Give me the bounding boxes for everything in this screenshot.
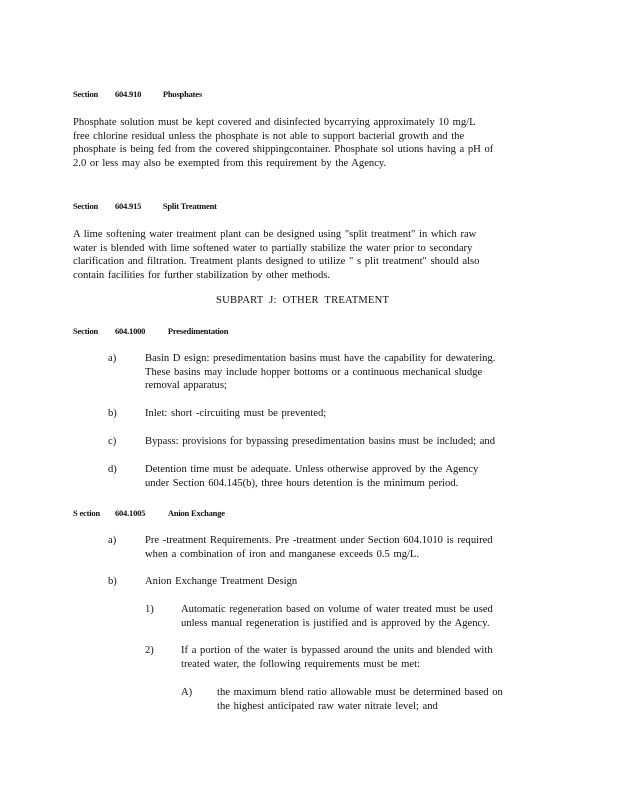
section-number: 604.1000 bbox=[114, 326, 146, 336]
list-marker: 2) bbox=[145, 645, 154, 656]
list-marker: b) bbox=[108, 576, 117, 587]
subpart-heading: SUBPART J: OTHER TREATMENT bbox=[216, 295, 390, 306]
paragraph-line: Automatic regeneration based on volume of water treated must be used bbox=[181, 604, 493, 615]
list-item-bypass bbox=[145, 435, 533, 449]
paragraph-line: under Section 604.145(b), three hours detention is the minimum period. bbox=[145, 477, 459, 489]
list-item-bypass-portion bbox=[181, 644, 516, 671]
paragraph-line: contain facilities for further stabilization by other methods. bbox=[73, 269, 331, 281]
paragraph-line: the highest anticipated raw water nitrate level; and bbox=[217, 700, 438, 712]
section-915-paragraph bbox=[73, 228, 518, 282]
paragraph-line: Pre -treatment Requirements. Pre -treatment under Section 604.1010 is required bbox=[145, 535, 493, 546]
paragraph-line: Anion Exchange Treatment Design bbox=[145, 576, 298, 587]
section-label: Section bbox=[73, 89, 99, 99]
list-marker: b) bbox=[108, 408, 117, 419]
list-item-blend-ratio bbox=[217, 686, 529, 713]
paragraph-line: free chlorine residual unless the phosphate is not able to support bacterial growth and the bbox=[73, 130, 465, 142]
section-label: Section bbox=[73, 326, 99, 336]
paragraph-line: 2.0 or less may also be exempted from this requirement by the Agency. bbox=[73, 157, 387, 169]
section-number: 604.910 bbox=[114, 89, 142, 99]
list-item-basin-design bbox=[145, 352, 523, 393]
section-heading-915 bbox=[73, 201, 217, 211]
section-number: 604.915 bbox=[114, 201, 142, 211]
list-item-inlet bbox=[145, 407, 523, 421]
paragraph-line: Basin D esign: presedimentation basins must have the capability for dewatering. bbox=[145, 353, 496, 364]
list-marker: a) bbox=[108, 353, 117, 364]
section-number: 604.1005 bbox=[114, 508, 146, 518]
list-marker: 1) bbox=[145, 604, 154, 615]
list-item-anion-exchange-design bbox=[145, 575, 297, 589]
list-item-pretreatment bbox=[145, 534, 520, 561]
section-title: Anion Exchange bbox=[167, 508, 225, 518]
section-title: Presedimentation bbox=[167, 326, 229, 336]
paragraph-line: These basins may include hopper bottoms or a continuous mechanical sludge bbox=[145, 366, 483, 378]
paragraph-line: A lime softening water treatment plant can be designed using "split treatment" in which raw bbox=[73, 229, 477, 240]
paragraph-line: Bypass: provisions for bypassing presedimentation basins must be included; and bbox=[145, 436, 496, 447]
section-heading-910 bbox=[73, 89, 202, 99]
section-label: Section bbox=[73, 201, 99, 211]
paragraph-line: removal apparatus; bbox=[145, 380, 227, 391]
list-marker: c) bbox=[108, 436, 117, 447]
section-heading-1005 bbox=[73, 508, 225, 518]
section-910-paragraph bbox=[73, 116, 540, 170]
list-marker: d) bbox=[108, 464, 117, 475]
paragraph-line: clarification and filtration. Treatment plants designed to utilize " s plit treatment" should also bbox=[73, 256, 480, 267]
paragraph-line: If a portion of the water is bypassed around the units and blended with bbox=[181, 645, 493, 656]
paragraph-line: when a combination of iron and manganese exceeds 0.5 mg/L. bbox=[145, 548, 420, 560]
paragraph-line: the maximum blend ratio allowable must be determined based on bbox=[217, 687, 503, 698]
paragraph-line: Inlet: short -circuiting must be prevented; bbox=[145, 408, 327, 419]
paragraph-line: treated water, the following requirements must be met: bbox=[181, 658, 420, 670]
section-label: S ection bbox=[73, 508, 100, 518]
paragraph-line: unless manual regeneration is justified and is approved by the Agency. bbox=[181, 617, 490, 629]
section-title: Phosphates bbox=[162, 89, 202, 99]
list-marker: a) bbox=[108, 535, 117, 546]
list-item-detention bbox=[145, 463, 523, 490]
paragraph-line: Phosphate solution must be kept covered and disinfected bycarrying approximately 10 mg/L bbox=[73, 117, 476, 128]
section-title: Split Treatment bbox=[162, 201, 217, 211]
paragraph-line: Detention time must be adequate. Unless otherwise approved by the Agency bbox=[145, 464, 479, 475]
list-marker: A) bbox=[181, 687, 193, 698]
section-heading-1000 bbox=[73, 326, 228, 336]
paragraph-line: phosphate is being fed from the covered shippingcontainer. Phosphate sol utions having a pH of bbox=[73, 144, 494, 155]
paragraph-line: water is blended with lime softened water to partially stabilize the water prior to secondary bbox=[73, 242, 473, 254]
list-item-automatic-regeneration bbox=[181, 603, 516, 630]
